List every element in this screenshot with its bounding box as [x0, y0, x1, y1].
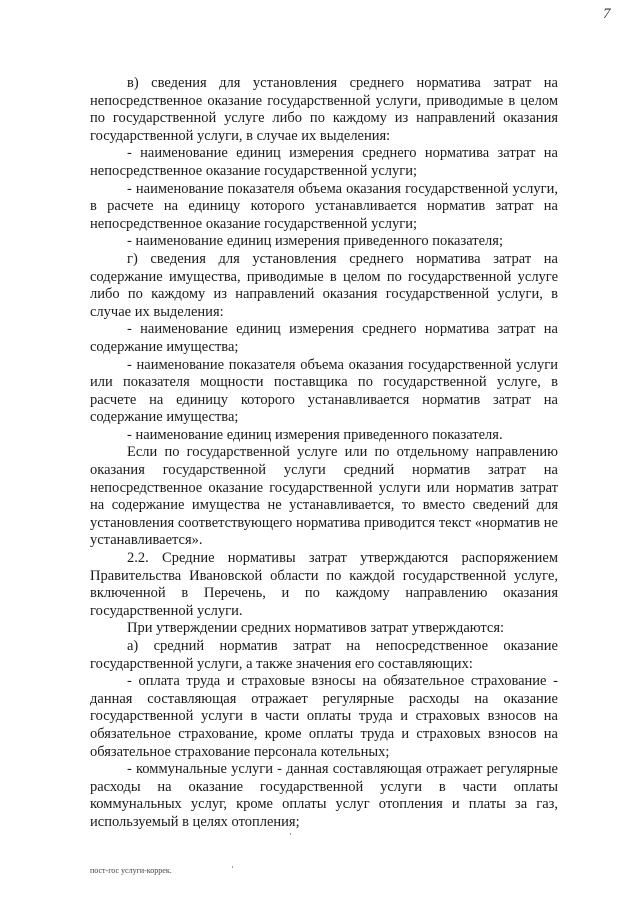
- list-item: - наименование показателя объема оказания государственной услуги или показателя мощности поставщика по государственной услуге, в расчете на единицу которого устанавливается норматив затрат на содержание имущества;: [90, 356, 558, 426]
- paragraph-approval: При утверждении средних нормативов затрат утверждаются:: [127, 620, 505, 637]
- paragraph-no-norm: Если по государственной услуге или по отдельному направлению оказания государственной услуги средний норматив затрат на непосредственное оказание государственной услуги или норматив затрат на содержание имущества не устанавливается, то вместо сведений для установления соответствующего норматива приводится текст «норматив не устанавливается».: [90, 444, 558, 549]
- list-item: - наименование единиц измерения приведенного показателя;: [127, 233, 503, 250]
- page-number: 7: [603, 6, 611, 22]
- list-item: - наименование единиц измерения среднего норматива затрат на содержание имущества;: [90, 321, 558, 355]
- list-item: - наименование показателя объема оказания государственной услуги, в расчете на единицу которого устанавливается норматив затрат на непосредственное оказание государственной услуги;: [90, 180, 558, 232]
- document-body: [90, 75, 558, 832]
- footer-note: пост-гос услуги-коррек.: [90, 866, 172, 875]
- list-item: - наименование единиц измерения среднего норматива затрат на непосредственное оказание государственной услуги;: [90, 145, 558, 179]
- section-2-2: 2.2. Средние нормативы затрат утверждаются распоряжением Правительства Ивановской области по каждой государственной услуге, включенной в Перечень, и по каждому направлению оказания государственной услуги.: [90, 550, 558, 619]
- paragraph-item-v: в) сведения для установления среднего норматива затрат на непосредственное оказание государственной услуги, приводимые в целом по государственной услуге либо по каждому из направлений оказания государственной услуги, в случае их выделения:: [90, 75, 558, 144]
- list-item: - оплата труда и страховые взносы на обязательное страхование - данная составляющая отражает регулярные расходы на оказание государственной услуги в части оплаты труда и страховых взносов на обязательное страхование, кроме оплаты труда и страховых взносов на обязательное страхование персонала котельных;: [90, 673, 558, 760]
- scan-speck: [232, 866, 233, 868]
- paragraph-item-a: а) средний норматив затрат на непосредственное оказание государственной услуги, а также значения его составляющих:: [90, 638, 558, 672]
- list-item: - наименование единиц измерения приведенного показателя.: [127, 426, 503, 443]
- paragraph-item-g: г) сведения для установления среднего норматива затрат на содержание имущества, приводимые в целом по государственной услуге либо по каждому из направлений оказания государственной услуги, в случае их выделения:: [90, 250, 558, 320]
- list-item: - коммунальные услуги - данная составляющая отражает регулярные расходы на оказание государственной услуги в части оплаты коммунальных услуг, кроме оплаты услуг отопления и платы за газ, используемый в целях отопления;: [90, 761, 558, 830]
- scan-speck: [290, 833, 291, 835]
